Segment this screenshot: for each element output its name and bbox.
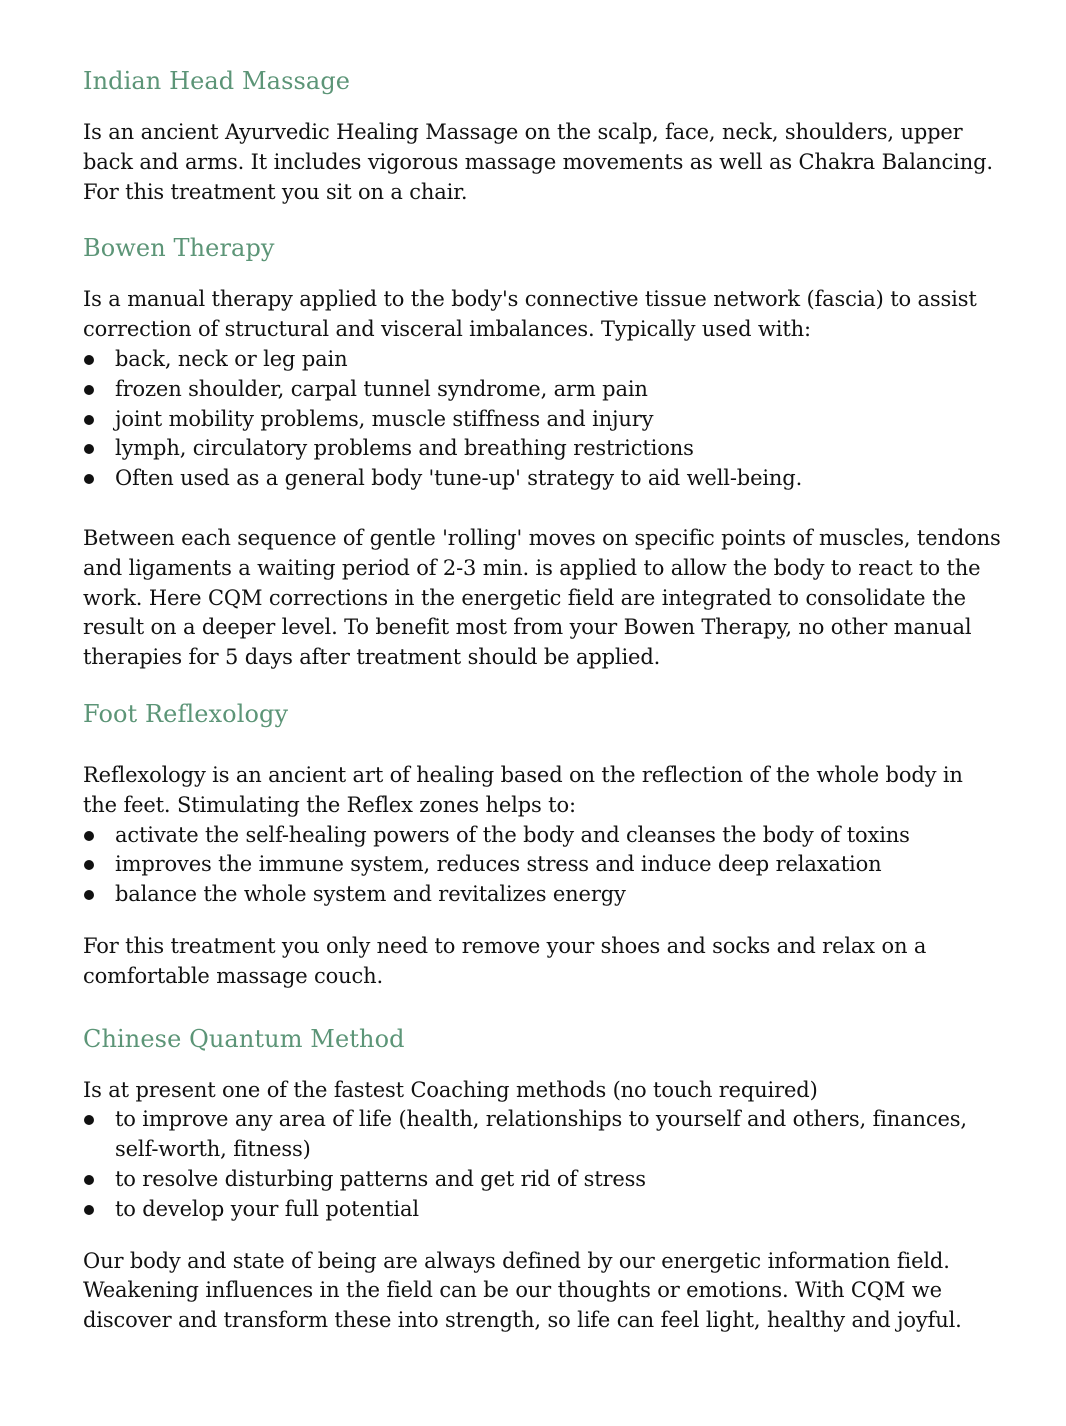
list-item: to resolve disturbing patterns and get rid of stress [83, 1165, 1003, 1195]
chinese-quantum-method-list [83, 1105, 1003, 1224]
bowen-therapy-list [83, 345, 1003, 494]
foot-reflexology-details: For this treatment you only need to remove your shoes and socks and relax on a comfortable massage couch. [83, 933, 927, 988]
section-title-indian-head-massage: Indian Head Massage [83, 67, 351, 95]
chinese-quantum-method-details: Our body and state of being are always defined by our energetic information field. Weakening influences in the field can be our thoughts or emotions. With CQM we discover and transform these into strength, so life can feel light, healthy and joyful. [83, 1248, 962, 1333]
chinese-quantum-method-intro: Is at present one of the fastest Coaching methods (no touch required) [83, 1077, 818, 1102]
list-item: activate the self-healing powers of the body and cleanses the body of toxins [83, 821, 1003, 851]
bullet-icon [84, 355, 94, 365]
bullet-icon [84, 1205, 94, 1215]
bullet-icon [84, 444, 94, 454]
indian-head-massage-description: Is an ancient Ayurvedic Healing Massage on the scalp, face, neck, shoulders, upper back and arms. It includes vigorous massage movements as well as Chakra Balancing. For this treatment you sit on a chair. [83, 120, 993, 204]
foot-reflexology-list [83, 821, 1003, 910]
bullet-icon [84, 860, 94, 870]
bowen-therapy-intro: Is a manual therapy applied to the body's connective tissue network (fascia) to assist correction of structural and visceral imbalances. Typically used with: [83, 287, 977, 342]
list-item: improves the immune system, reduces stress and induce deep relaxation [83, 850, 1003, 880]
list-item: frozen shoulder, carpal tunnel syndrome, arm pain [83, 375, 1003, 405]
bowen-therapy-details: Between each sequence of gentle 'rolling' moves on specific points of muscles, tendons and ligaments a waiting period of 2-3 min. is applied to allow the body to react to the work. Here CQM corrections in the energetic field are integrated to consolidate the result on a deeper level. To benefit most from your Bowen Therapy, no other manual therapies for 5 days after treatment should be applied. [83, 525, 1001, 670]
bullet-icon [84, 385, 94, 395]
bullet-icon [84, 890, 94, 900]
list-item: to develop your full potential [83, 1195, 1003, 1225]
section-title-foot-reflexology: Foot Reflexology [83, 699, 289, 728]
bullet-icon [84, 1115, 94, 1125]
bullet-icon [84, 831, 94, 841]
list-item: lymph, circulatory problems and breathing restrictions [83, 434, 1003, 464]
section-title-bowen-therapy: Bowen Therapy [83, 234, 275, 263]
section-title-chinese-quantum-method: Chinese Quantum Method [83, 1024, 405, 1053]
bullet-icon [84, 415, 94, 425]
bullet-icon [84, 1175, 94, 1185]
list-item: back, neck or leg pain [83, 345, 1003, 375]
foot-reflexology-intro: Reflexology is an ancient art of healing based on the reflection of the whole body in the feet. Stimulating the Reflex zones helps to: [83, 762, 963, 817]
bullet-icon [84, 474, 94, 484]
document-page [83, 64, 1003, 1336]
list-item: to improve any area of life (health, relationships to yourself and others, finances, self-worth, fitness) [83, 1105, 1003, 1165]
list-item: joint mobility problems, muscle stiffness and injury [83, 405, 1003, 435]
list-item: Often used as a general body 'tune-up' strategy to aid well-being. [83, 464, 1003, 494]
list-item: balance the whole system and revitalizes energy [83, 880, 1003, 910]
